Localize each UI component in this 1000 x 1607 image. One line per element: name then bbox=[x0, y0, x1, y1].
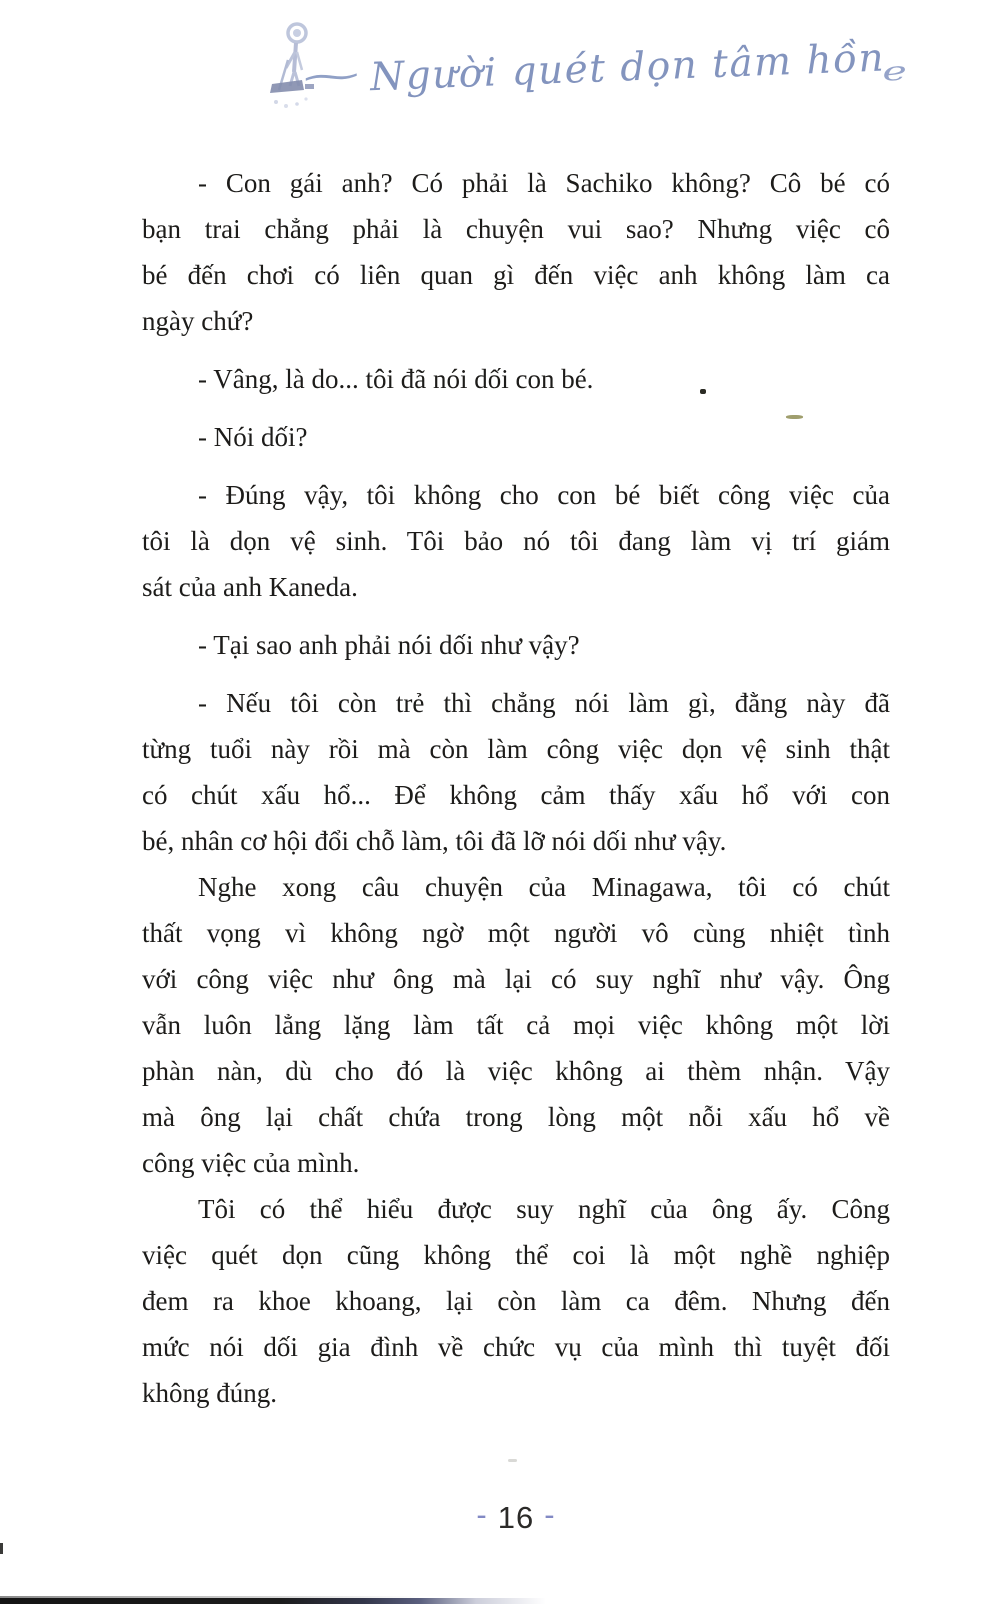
text-line: - Tại sao anh phải nói dối như vậy? bbox=[198, 630, 580, 660]
scan-artifact-dash bbox=[786, 415, 803, 419]
paragraph-dialogue bbox=[142, 414, 890, 460]
text-line: sát của anh Kaneda. bbox=[142, 572, 358, 602]
text-line: đem ra khoe khoang, lại còn làm ca đêm. Nhưng đến bbox=[142, 1286, 890, 1316]
text-line: bé, nhân cơ hội đổi chỗ làm, tôi đã lỡ nói dối như vậy. bbox=[142, 826, 727, 856]
text-line: không đúng. bbox=[142, 1378, 277, 1408]
page-number-left-dash: - bbox=[476, 1497, 488, 1532]
paragraph-dialogue bbox=[142, 356, 890, 402]
text-line: - Con gái anh? Có phải là Sachiko không? Cô bé có bbox=[198, 168, 890, 198]
handwriting-tail-swash: e bbox=[881, 56, 911, 88]
text-line: Nghe xong câu chuyện của Minagawa, tôi có chút bbox=[198, 872, 890, 902]
text-line: tôi là dọn vệ sinh. Tôi bảo nó tôi đang làm vị trí giám bbox=[142, 526, 890, 556]
scan-artifact-dot bbox=[700, 389, 706, 394]
page-number-right-dash: - bbox=[544, 1497, 556, 1532]
text-line: - Nói dối? bbox=[198, 422, 308, 452]
paragraph-narration bbox=[142, 1186, 890, 1416]
text-line: phàn nàn, dù cho đó là việc không ai thèm nhận. Vậy bbox=[142, 1056, 890, 1086]
text-line: Tôi có thể hiểu được suy nghĩ của ông ấy. Công bbox=[198, 1194, 890, 1224]
flourish-swash: ~ bbox=[296, 55, 370, 99]
paragraph-dialogue bbox=[142, 160, 890, 344]
book-edge-shadow-line bbox=[0, 1598, 700, 1604]
paragraph-dialogue bbox=[142, 622, 890, 668]
text-block bbox=[142, 160, 890, 1416]
handwritten-book-title bbox=[296, 35, 911, 102]
paragraph-dialogue bbox=[142, 472, 890, 610]
text-line: từng tuổi này rồi mà còn làm công việc dọn vệ sinh thật bbox=[142, 734, 890, 764]
text-line: mà ông lại chất chứa trong lòng một nỗi xấu hổ về bbox=[142, 1102, 890, 1132]
text-line: - Vâng, là do... tôi đã nói dối con bé. bbox=[198, 364, 594, 394]
text-line: - Đúng vậy, tôi không cho con bé biết công việc của bbox=[198, 480, 890, 510]
scan-artifact-edge-speck bbox=[0, 1543, 3, 1554]
text-line: việc quét dọn cũng không thể coi là một nghề nghiệp bbox=[142, 1240, 890, 1270]
text-line: bạn trai chẳng phải là chuyện vui sao? Nhưng việc cô bbox=[142, 214, 890, 244]
text-line: vẫn luôn lẳng lặng làm tất cả mọi việc không một lời bbox=[142, 1010, 890, 1040]
page-number-value: 16 bbox=[497, 1500, 535, 1535]
paragraph-dialogue bbox=[142, 680, 890, 864]
page-number bbox=[142, 1497, 890, 1536]
text-line: bé đến chơi có liên quan gì đến việc anh không làm ca bbox=[142, 260, 890, 290]
scan-artifact-faint-dot bbox=[508, 1459, 517, 1462]
text-line: mức nói dối gia đình về chức vụ của mình thì tuyệt đối bbox=[142, 1332, 890, 1362]
handwritten-title-text: Người quét dọn tâm hồn bbox=[369, 35, 886, 101]
paragraph-narration bbox=[142, 864, 890, 1186]
text-line: công việc của mình. bbox=[142, 1148, 360, 1178]
text-line: với công việc như ông mà lại có suy nghĩ như vậy. Ông bbox=[142, 964, 890, 994]
text-line: ngày chứ? bbox=[142, 306, 254, 336]
text-line: thất vọng vì không ngờ một người vô cùng nhiệt tình bbox=[142, 918, 890, 948]
text-line: có chút xấu hổ... Để không cảm thấy xấu hổ với con bbox=[142, 780, 890, 810]
text-line: - Nếu tôi còn trẻ thì chẳng nói làm gì, đằng này đã bbox=[198, 688, 890, 718]
